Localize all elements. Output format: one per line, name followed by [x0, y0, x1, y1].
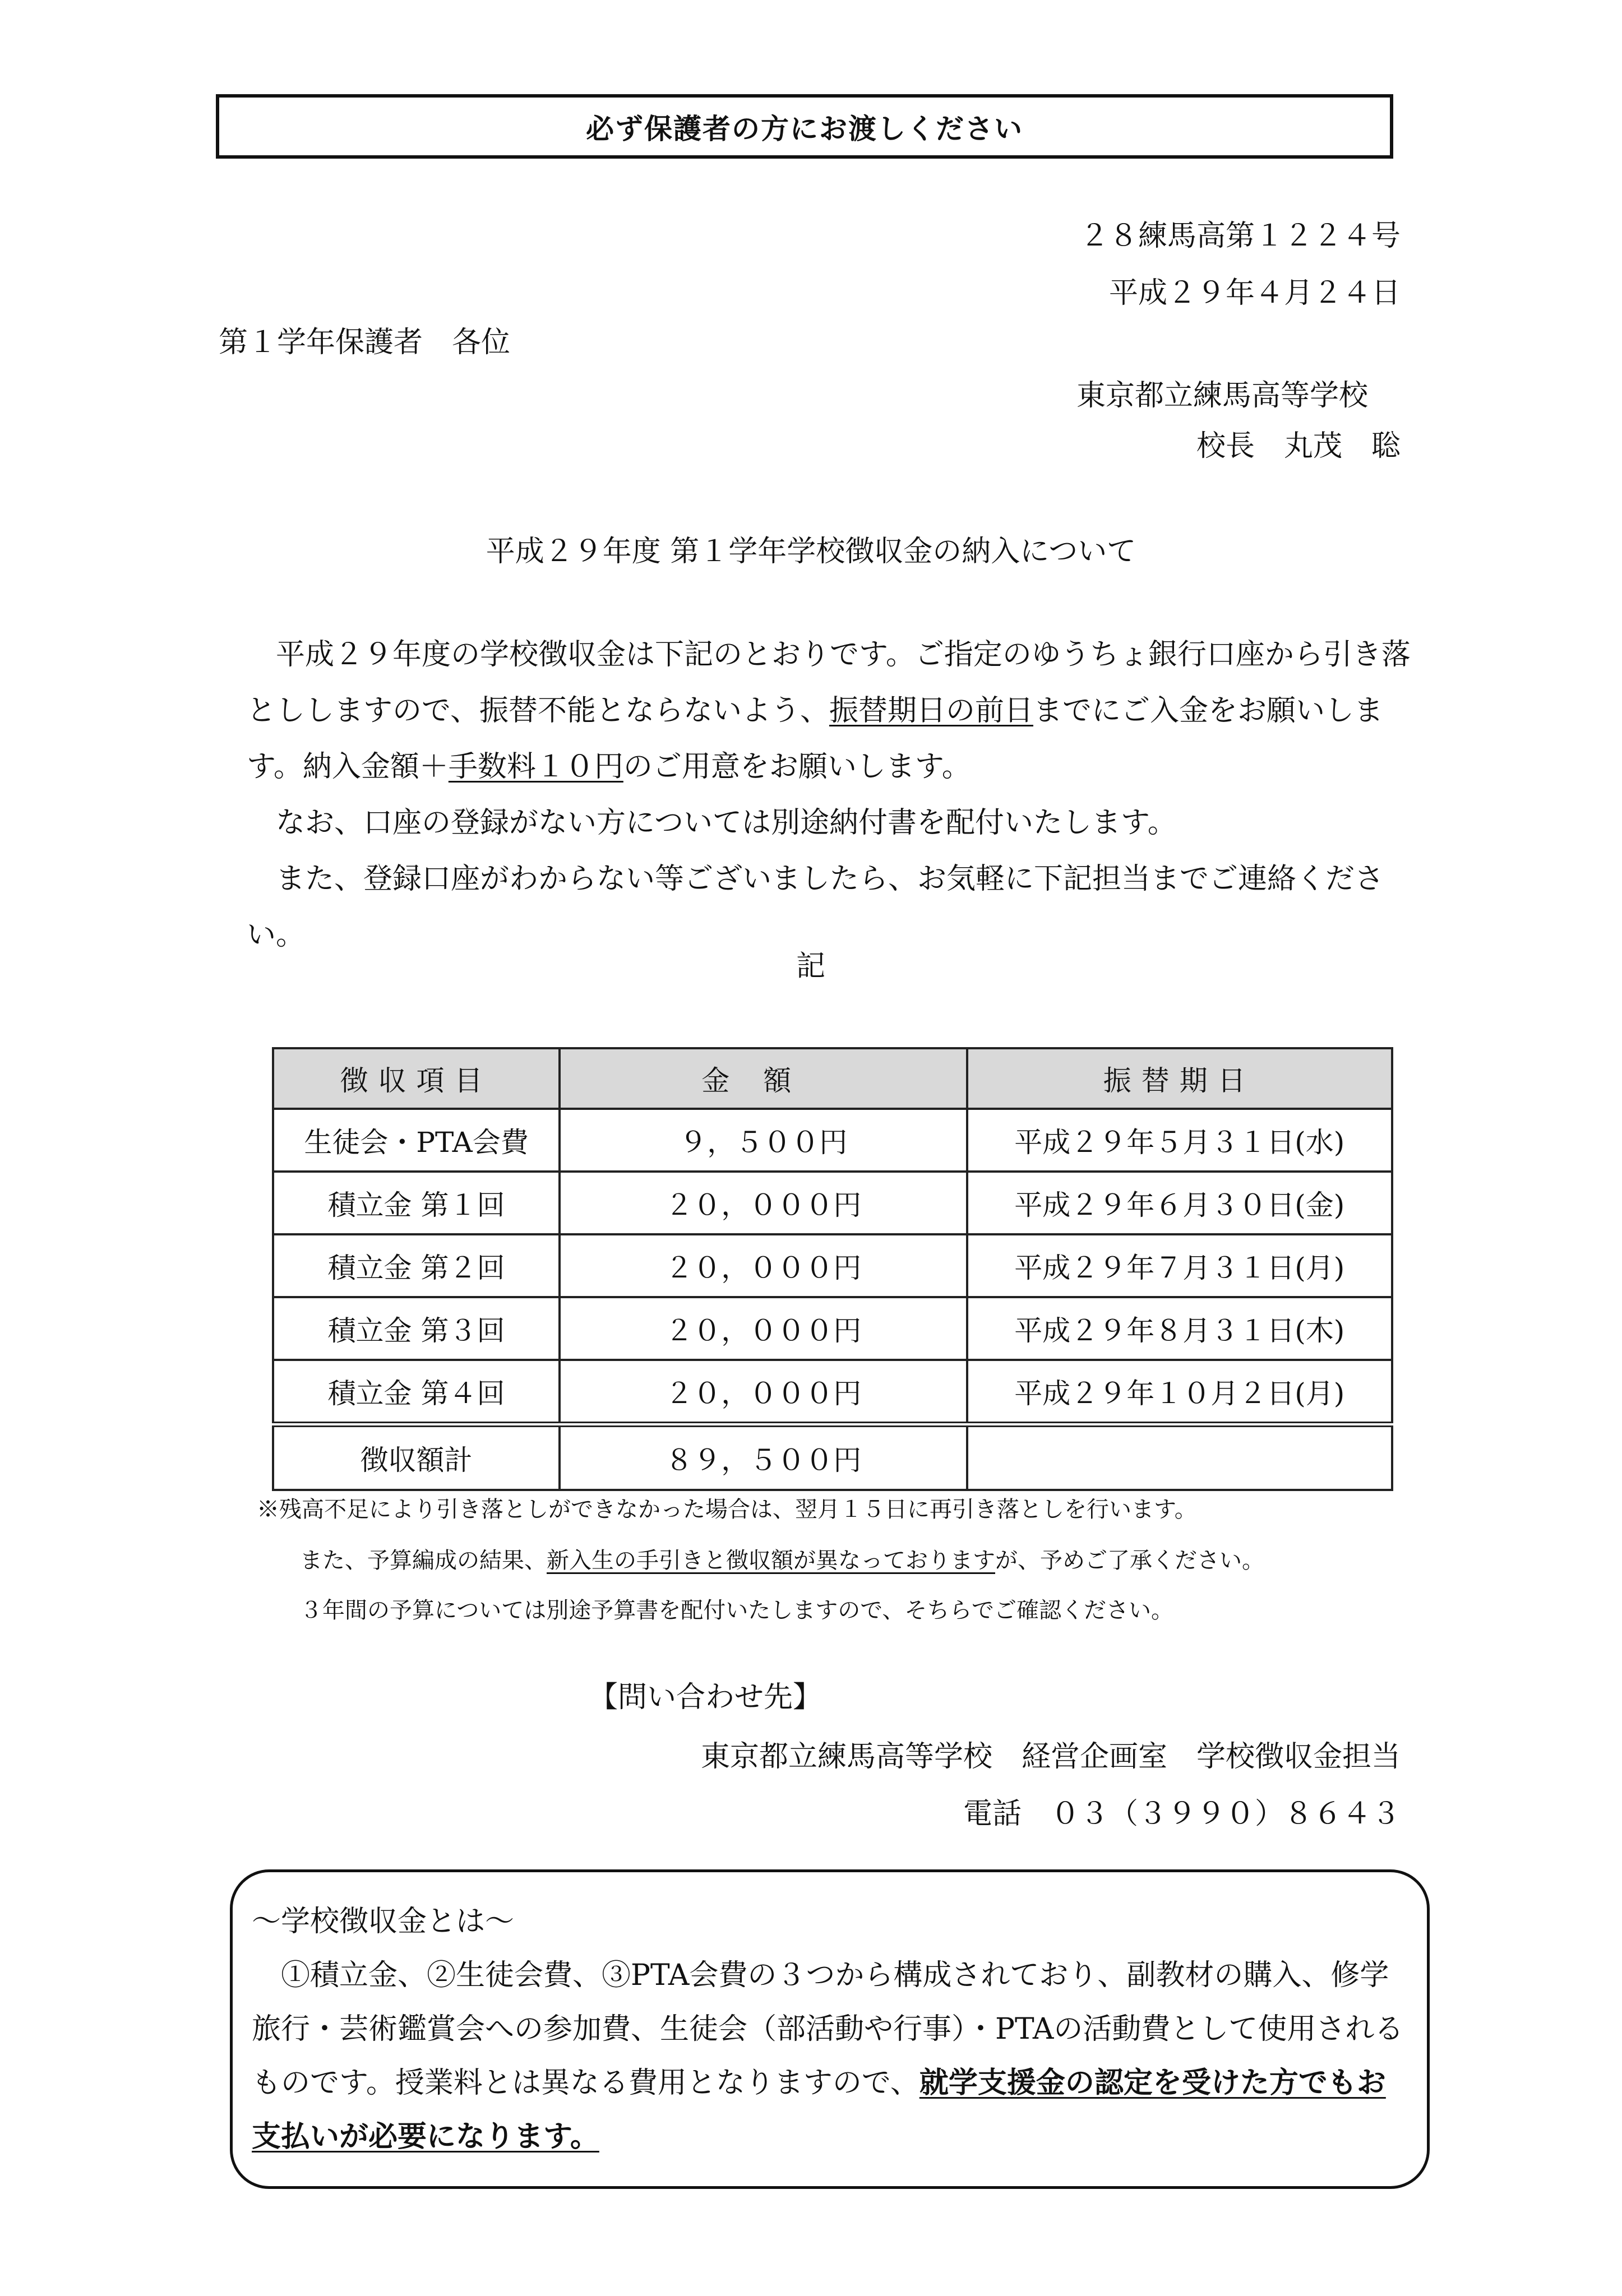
explanation-box	[230, 1869, 1430, 2189]
total-value: ８９，５００円	[560, 1424, 967, 1490]
document-date: 平成２９年４月２４日	[1108, 276, 1401, 310]
table-row	[273, 1360, 1392, 1424]
note-2: また、予算編成の結果、新入生の手引きと徴収額が異なっておりますが、予めご了承ください。	[300, 1548, 1264, 1573]
recipient: 第１学年保護者 各位	[219, 326, 511, 359]
total-date	[967, 1424, 1392, 1490]
header-item: 徴収項目	[273, 1048, 560, 1109]
cell-item: 生徒会・PTA会費	[273, 1109, 560, 1172]
header-amount: 金額	[560, 1048, 967, 1109]
cell-amount: ２０，０００円	[560, 1172, 967, 1234]
box-underline: 就学支援金の認定を受けた方でもお支払いが必要になります。	[252, 2066, 1386, 2154]
table-row	[273, 1234, 1392, 1297]
paragraph-1: 平成２９年度の学校徴収金は下記のとおりです。ご指定のゆうちょ銀行口座から引き落とししますので、振替不能とならないよう、振替期日の前日までにご入金をお願いします。納入金額＋手数料１０円のご用意をお願いします。	[247, 638, 1411, 784]
cell-item: 積立金 第４回	[273, 1360, 560, 1424]
header-date: 振替期日	[967, 1048, 1392, 1109]
table-row	[273, 1297, 1392, 1360]
cell-item: 積立金 第３回	[273, 1297, 560, 1360]
cell-date: 平成２９年８月３１日(木)	[967, 1297, 1392, 1360]
body-text	[247, 627, 1413, 963]
table-total-row	[273, 1424, 1392, 1490]
paragraph-2: なお、口座の登録がない方については別途納付書を配付いたします。	[247, 806, 1177, 840]
note-2-underline: 新入生の手引きと徴収額が異なっております	[547, 1548, 995, 1573]
contact-phone: 電話 ０３（３９９０）８６４３	[963, 1797, 1401, 1831]
cell-amount: ２０，０００円	[560, 1297, 967, 1360]
box-title: ～学校徴収金とは～	[252, 1905, 515, 1938]
cell-date: 平成２９年７月３１日(月)	[967, 1234, 1392, 1297]
document-title: 平成２９年度 第１学年学校徴収金の納入について	[486, 535, 1136, 568]
table-row	[273, 1109, 1392, 1172]
notice-banner: 必ず保護者の方にお渡しください	[216, 94, 1393, 159]
cell-amount: ２０，０００円	[560, 1360, 967, 1424]
fee-table	[272, 1047, 1393, 1491]
table-row	[273, 1172, 1392, 1234]
cell-date: 平成２９年５月３１日(水)	[967, 1109, 1392, 1172]
underline-transfer-date: 振替期日の前日	[829, 694, 1033, 728]
paragraph-3: また、登録口座がわからない等ございましたら、お気軽に下記担当までご連絡ください。	[247, 862, 1384, 952]
ki-marker: 記	[796, 950, 826, 983]
table-header-row	[273, 1048, 1392, 1109]
contact-department: 東京都立練馬高等学校 経営企画室 学校徴収金担当	[700, 1740, 1401, 1774]
note-3: ３年間の予算については別途予算書を配付いたしますので、そちらでご確認ください。	[300, 1598, 1173, 1623]
underline-fee: 手数料１０円	[448, 750, 623, 784]
note-1: ※残高不足により引き落としができなかった場合は、翌月１５日に再引き落としを行います。	[257, 1497, 1197, 1522]
document-number: ２８練馬高第１２２４号	[1079, 219, 1401, 253]
sender-principal: 校長 丸茂 聡	[1196, 429, 1401, 463]
cell-amount: ２０，０００円	[560, 1234, 967, 1297]
cell-date: 平成２９年１０月２日(月)	[967, 1360, 1392, 1424]
cell-amount: ９，５００円	[560, 1109, 967, 1172]
cell-date: 平成２９年６月３０日(金)	[967, 1172, 1392, 1234]
total-label: 徴収額計	[273, 1424, 560, 1490]
cell-item: 積立金 第２回	[273, 1234, 560, 1297]
sender-school: 東京都立練馬高等学校	[1076, 379, 1369, 413]
cell-item: 積立金 第１回	[273, 1172, 560, 1234]
box-text: ①積立金、②生徒会費、③PTA会費の３つから構成されており、副教材の購入、修学旅行・芸術鑑賞会への参加費、生徒会（部活動や行事）・PTAの活動費として使用されるものです。授業料とは異なる費用となりますので、就学支援金の認定を受けた方でもお支払いが必要になります。	[252, 1959, 1404, 2154]
contact-heading: 【問い合わせ先】	[589, 1681, 822, 1714]
